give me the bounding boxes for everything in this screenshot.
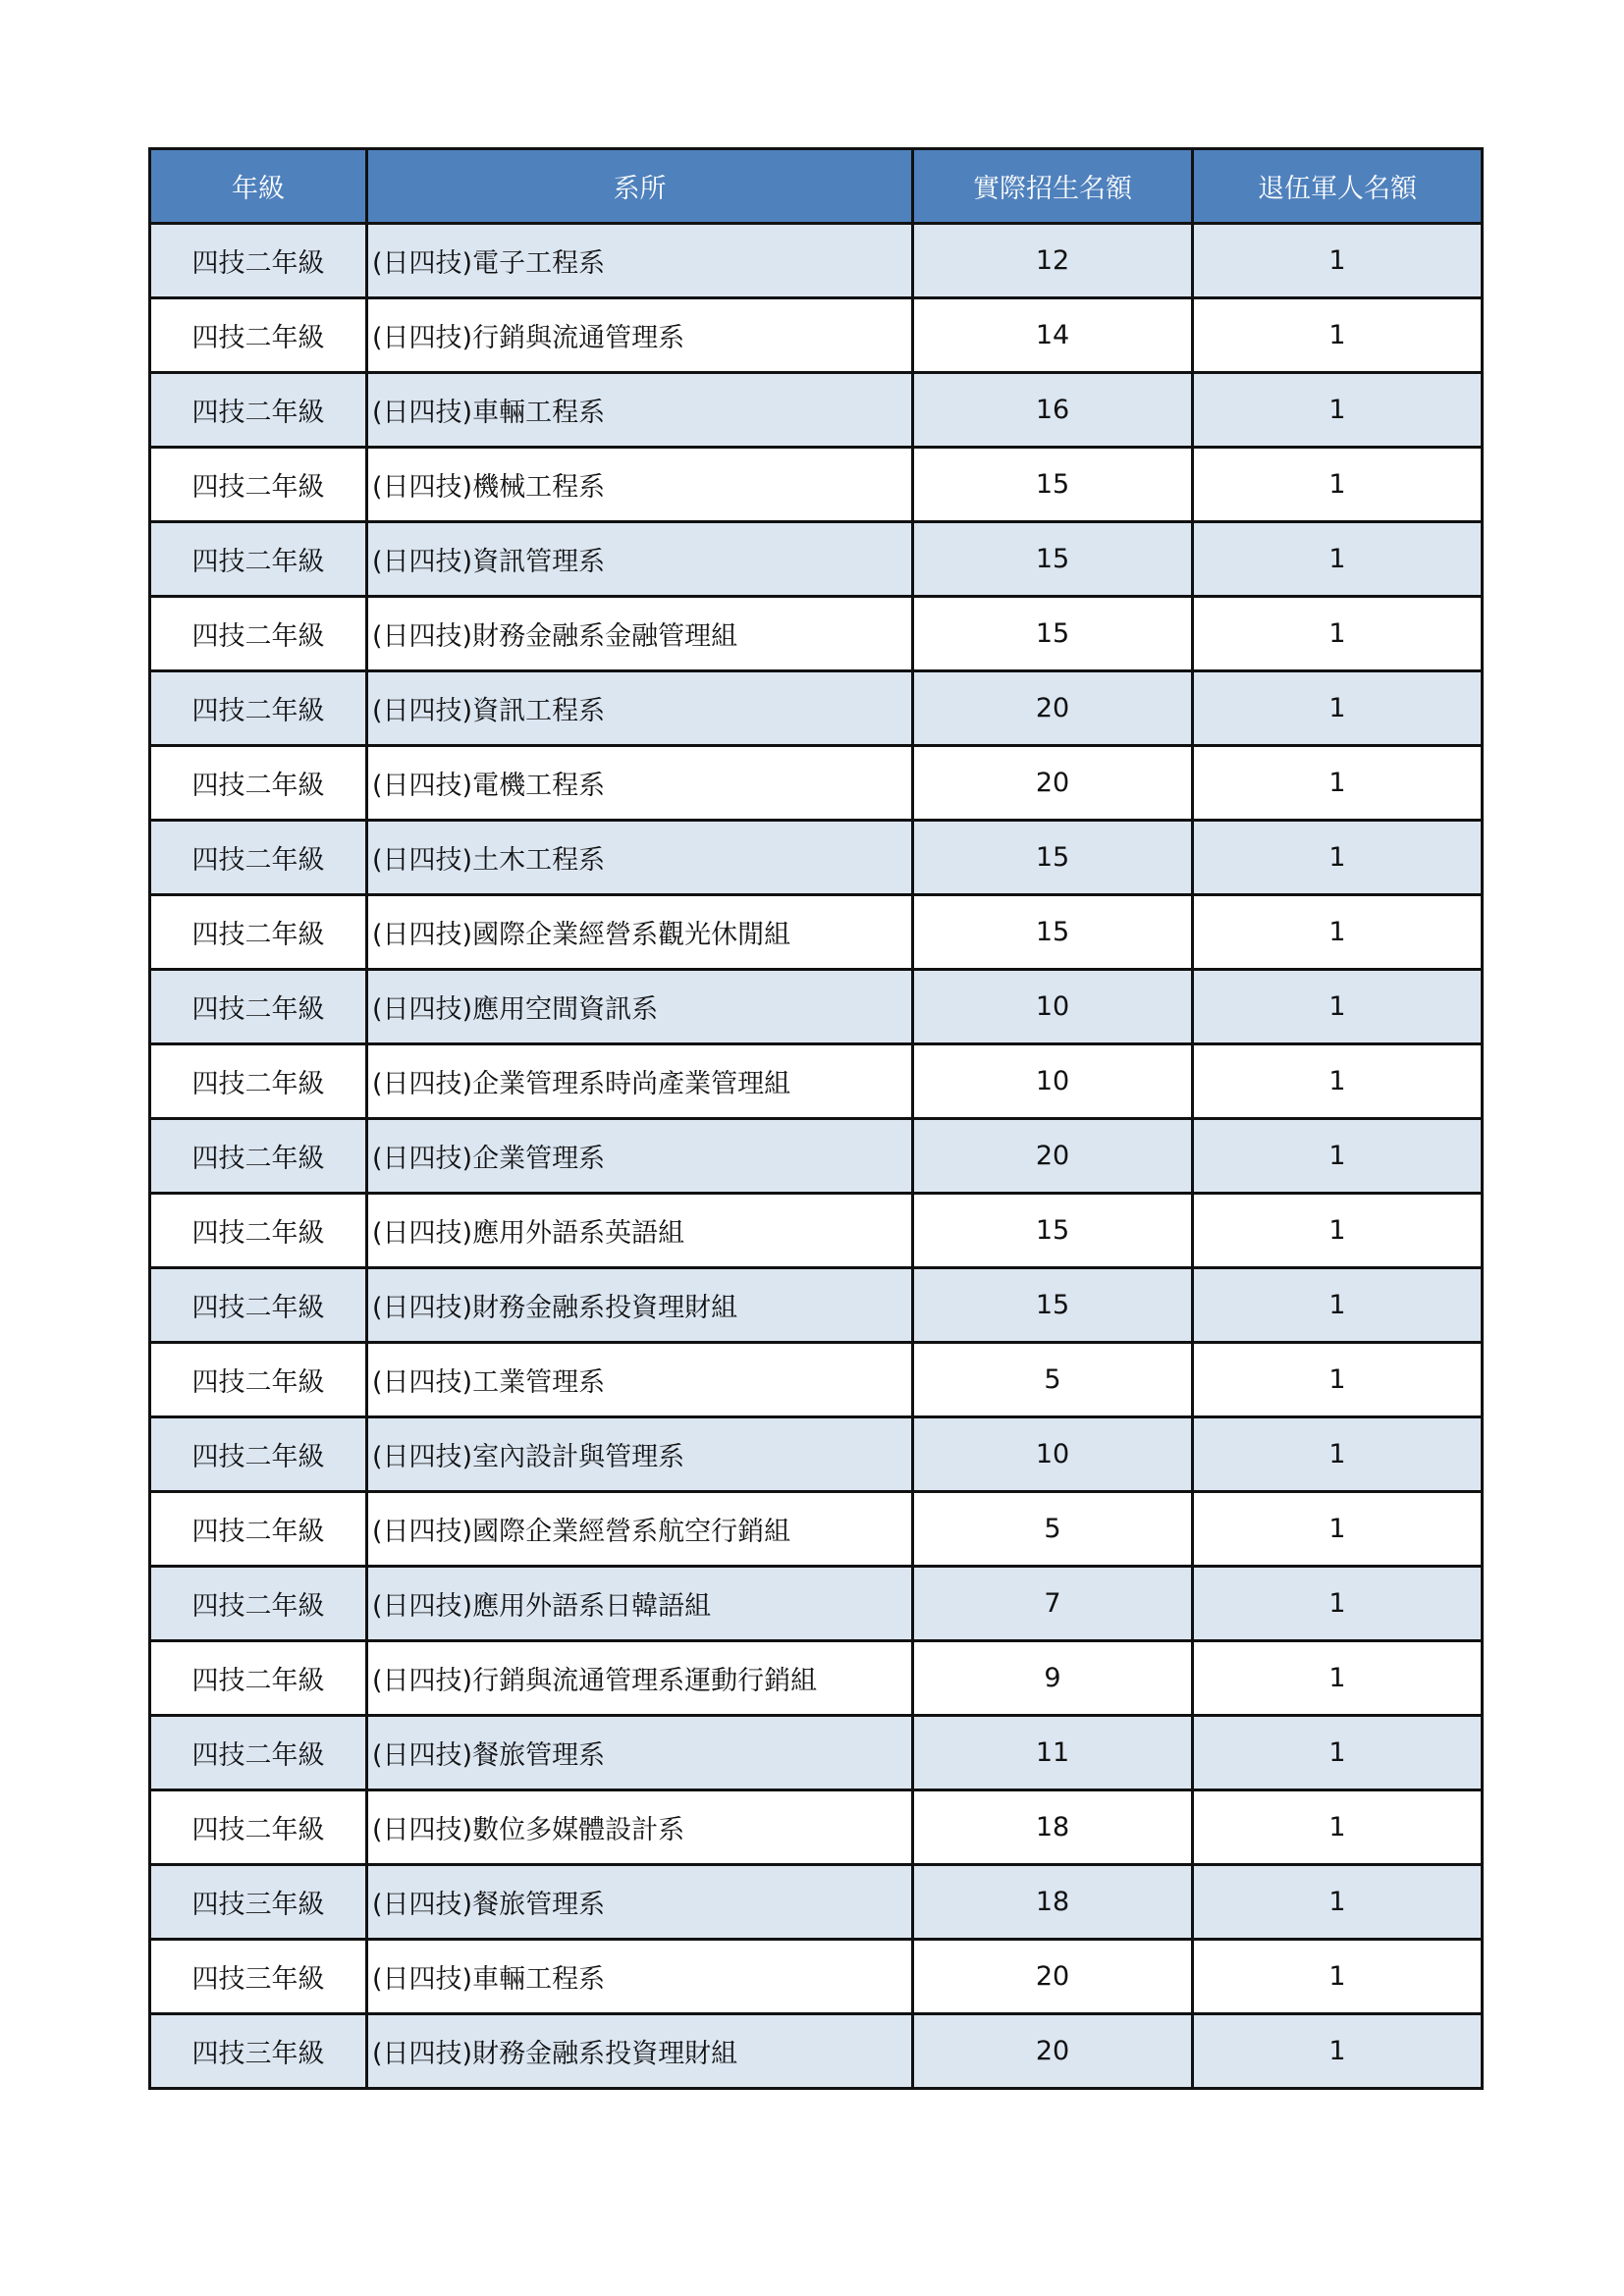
veteran-quota-cell: 1 bbox=[1193, 1865, 1483, 1940]
department-cell: (日四技)車輛工程系 bbox=[367, 1940, 913, 2014]
table-row bbox=[150, 746, 1483, 821]
actual-quota-cell: 10 bbox=[913, 1417, 1193, 1492]
table-row bbox=[150, 1940, 1483, 2014]
grade-cell: 四技二年級 bbox=[150, 1790, 367, 1865]
veteran-quota-cell: 1 bbox=[1193, 1567, 1483, 1641]
actual-quota-cell: 20 bbox=[913, 671, 1193, 746]
grade-cell: 四技二年級 bbox=[150, 522, 367, 597]
department-cell: (日四技)資訊工程系 bbox=[367, 671, 913, 746]
department-cell: (日四技)應用外語系日韓語組 bbox=[367, 1567, 913, 1641]
veteran-quota-cell: 1 bbox=[1193, 1044, 1483, 1119]
table-row bbox=[150, 1790, 1483, 1865]
department-cell: (日四技)行銷與流通管理系 bbox=[367, 298, 913, 373]
grade-cell: 四技二年級 bbox=[150, 224, 367, 298]
column-header-actual-quota: 實際招生名額 bbox=[913, 149, 1193, 224]
table-row bbox=[150, 2014, 1483, 2089]
header-row bbox=[150, 149, 1483, 224]
actual-quota-cell: 15 bbox=[913, 522, 1193, 597]
table-row bbox=[150, 1044, 1483, 1119]
veteran-quota-cell: 1 bbox=[1193, 1790, 1483, 1865]
veteran-quota-cell: 1 bbox=[1193, 1343, 1483, 1417]
table-row bbox=[150, 373, 1483, 448]
veteran-quota-cell: 1 bbox=[1193, 298, 1483, 373]
veteran-quota-cell: 1 bbox=[1193, 1940, 1483, 2014]
grade-cell: 四技二年級 bbox=[150, 597, 367, 671]
department-cell: (日四技)車輛工程系 bbox=[367, 373, 913, 448]
grade-cell: 四技二年級 bbox=[150, 373, 367, 448]
grade-cell: 四技二年級 bbox=[150, 895, 367, 970]
actual-quota-cell: 15 bbox=[913, 1268, 1193, 1343]
table-row bbox=[150, 895, 1483, 970]
grade-cell: 四技三年級 bbox=[150, 1940, 367, 2014]
department-cell: (日四技)國際企業經營系航空行銷組 bbox=[367, 1492, 913, 1567]
veteran-quota-cell: 1 bbox=[1193, 373, 1483, 448]
table-row bbox=[150, 1194, 1483, 1268]
actual-quota-cell: 16 bbox=[913, 373, 1193, 448]
department-cell: (日四技)資訊管理系 bbox=[367, 522, 913, 597]
grade-cell: 四技二年級 bbox=[150, 1417, 367, 1492]
actual-quota-cell: 11 bbox=[913, 1716, 1193, 1790]
department-cell: (日四技)國際企業經營系觀光休閒組 bbox=[367, 895, 913, 970]
department-cell: (日四技)財務金融系金融管理組 bbox=[367, 597, 913, 671]
veteran-quota-cell: 1 bbox=[1193, 970, 1483, 1044]
table-body bbox=[150, 224, 1483, 2089]
actual-quota-cell: 20 bbox=[913, 746, 1193, 821]
department-cell: (日四技)企業管理系 bbox=[367, 1119, 913, 1194]
department-cell: (日四技)電子工程系 bbox=[367, 224, 913, 298]
table-row bbox=[150, 1119, 1483, 1194]
grade-cell: 四技二年級 bbox=[150, 970, 367, 1044]
column-header-grade: 年級 bbox=[150, 149, 367, 224]
grade-cell: 四技三年級 bbox=[150, 2014, 367, 2089]
actual-quota-cell: 12 bbox=[913, 224, 1193, 298]
table-row bbox=[150, 1492, 1483, 1567]
actual-quota-cell: 5 bbox=[913, 1492, 1193, 1567]
table-row bbox=[150, 448, 1483, 522]
department-cell: (日四技)餐旅管理系 bbox=[367, 1716, 913, 1790]
veteran-quota-cell: 1 bbox=[1193, 821, 1483, 895]
column-header-department: 系所 bbox=[367, 149, 913, 224]
grade-cell: 四技二年級 bbox=[150, 298, 367, 373]
table-row bbox=[150, 597, 1483, 671]
table-row bbox=[150, 1865, 1483, 1940]
department-cell: (日四技)企業管理系時尚產業管理組 bbox=[367, 1044, 913, 1119]
department-cell: (日四技)財務金融系投資理財組 bbox=[367, 2014, 913, 2089]
veteran-quota-cell: 1 bbox=[1193, 1268, 1483, 1343]
department-cell: (日四技)機械工程系 bbox=[367, 448, 913, 522]
veteran-quota-cell: 1 bbox=[1193, 1716, 1483, 1790]
veteran-quota-cell: 1 bbox=[1193, 1492, 1483, 1567]
actual-quota-cell: 18 bbox=[913, 1865, 1193, 1940]
actual-quota-cell: 20 bbox=[913, 1940, 1193, 2014]
veteran-quota-cell: 1 bbox=[1193, 746, 1483, 821]
department-cell: (日四技)財務金融系投資理財組 bbox=[367, 1268, 913, 1343]
veteran-quota-cell: 1 bbox=[1193, 522, 1483, 597]
table-row bbox=[150, 298, 1483, 373]
department-cell: (日四技)應用空間資訊系 bbox=[367, 970, 913, 1044]
actual-quota-cell: 14 bbox=[913, 298, 1193, 373]
grade-cell: 四技二年級 bbox=[150, 746, 367, 821]
table-row bbox=[150, 1417, 1483, 1492]
grade-cell: 四技二年級 bbox=[150, 671, 367, 746]
table-row bbox=[150, 821, 1483, 895]
grade-cell: 四技二年級 bbox=[150, 1567, 367, 1641]
veteran-quota-cell: 1 bbox=[1193, 1417, 1483, 1492]
grade-cell: 四技二年級 bbox=[150, 1119, 367, 1194]
actual-quota-cell: 9 bbox=[913, 1641, 1193, 1716]
veteran-quota-cell: 1 bbox=[1193, 671, 1483, 746]
veteran-quota-cell: 1 bbox=[1193, 448, 1483, 522]
actual-quota-cell: 18 bbox=[913, 1790, 1193, 1865]
column-header-veteran-quota: 退伍軍人名額 bbox=[1193, 149, 1483, 224]
quota-table bbox=[148, 147, 1484, 2090]
department-cell: (日四技)行銷與流通管理系運動行銷組 bbox=[367, 1641, 913, 1716]
grade-cell: 四技二年級 bbox=[150, 1492, 367, 1567]
department-cell: (日四技)數位多媒體設計系 bbox=[367, 1790, 913, 1865]
actual-quota-cell: 15 bbox=[913, 821, 1193, 895]
department-cell: (日四技)電機工程系 bbox=[367, 746, 913, 821]
table-row bbox=[150, 970, 1483, 1044]
actual-quota-cell: 10 bbox=[913, 1044, 1193, 1119]
department-cell: (日四技)餐旅管理系 bbox=[367, 1865, 913, 1940]
veteran-quota-cell: 1 bbox=[1193, 1119, 1483, 1194]
grade-cell: 四技二年級 bbox=[150, 1268, 367, 1343]
table-row bbox=[150, 1268, 1483, 1343]
actual-quota-cell: 5 bbox=[913, 1343, 1193, 1417]
table-row bbox=[150, 1567, 1483, 1641]
grade-cell: 四技二年級 bbox=[150, 821, 367, 895]
department-cell: (日四技)室內設計與管理系 bbox=[367, 1417, 913, 1492]
veteran-quota-cell: 1 bbox=[1193, 895, 1483, 970]
department-cell: (日四技)應用外語系英語組 bbox=[367, 1194, 913, 1268]
veteran-quota-cell: 1 bbox=[1193, 1641, 1483, 1716]
grade-cell: 四技二年級 bbox=[150, 1343, 367, 1417]
grade-cell: 四技三年級 bbox=[150, 1865, 367, 1940]
department-cell: (日四技)土木工程系 bbox=[367, 821, 913, 895]
table-row bbox=[150, 1343, 1483, 1417]
actual-quota-cell: 15 bbox=[913, 1194, 1193, 1268]
department-cell: (日四技)工業管理系 bbox=[367, 1343, 913, 1417]
grade-cell: 四技二年級 bbox=[150, 1641, 367, 1716]
grade-cell: 四技二年級 bbox=[150, 448, 367, 522]
actual-quota-cell: 15 bbox=[913, 597, 1193, 671]
actual-quota-cell: 15 bbox=[913, 895, 1193, 970]
table-row bbox=[150, 1641, 1483, 1716]
table-row bbox=[150, 1716, 1483, 1790]
veteran-quota-cell: 1 bbox=[1193, 224, 1483, 298]
actual-quota-cell: 7 bbox=[913, 1567, 1193, 1641]
table-row bbox=[150, 522, 1483, 597]
grade-cell: 四技二年級 bbox=[150, 1044, 367, 1119]
actual-quota-cell: 10 bbox=[913, 970, 1193, 1044]
grade-cell: 四技二年級 bbox=[150, 1194, 367, 1268]
actual-quota-cell: 20 bbox=[913, 1119, 1193, 1194]
veteran-quota-cell: 1 bbox=[1193, 2014, 1483, 2089]
veteran-quota-cell: 1 bbox=[1193, 1194, 1483, 1268]
actual-quota-cell: 15 bbox=[913, 448, 1193, 522]
table-header bbox=[150, 149, 1483, 224]
actual-quota-cell: 20 bbox=[913, 2014, 1193, 2089]
table-row bbox=[150, 671, 1483, 746]
veteran-quota-cell: 1 bbox=[1193, 597, 1483, 671]
table-row bbox=[150, 224, 1483, 298]
grade-cell: 四技二年級 bbox=[150, 1716, 367, 1790]
